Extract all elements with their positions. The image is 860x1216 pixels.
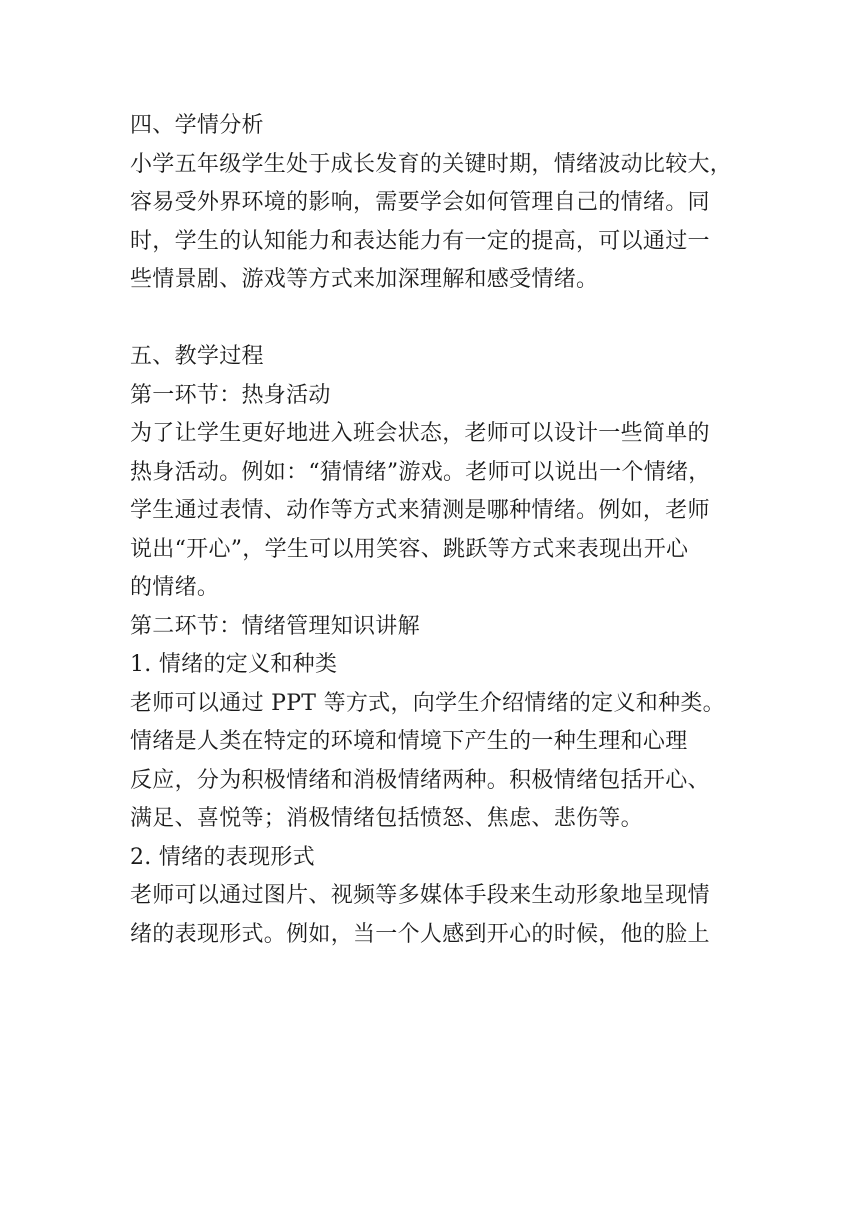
paragraph-line: 满足、喜悦等；消极情绪包括愤怒、焦虑、悲伤等。 (130, 806, 643, 831)
paragraph-line: 的情绪。 (130, 575, 220, 600)
section-heading-teaching-process: 五、教学过程 (130, 344, 264, 369)
paragraph-line: 些情景剧、游戏等方式来加深理解和感受情绪。 (130, 267, 599, 292)
paragraph-line: 老师可以通过 PPT 等方式，向学生介绍情绪的定义和种类。 (130, 690, 725, 716)
list-item-heading: 1. 情绪的定义和种类 (130, 652, 338, 677)
document-page (130, 107, 740, 954)
blank-line (130, 300, 740, 339)
list-item-heading: 2. 情绪的表现形式 (130, 844, 315, 870)
paragraph-line: 为了让学生更好地进入班会状态，老师可以设计一些简单的 (130, 421, 710, 446)
paragraph-line: 说出“开心”，学生可以用笑容、跳跃等方式来表现出开心 (130, 536, 689, 562)
paragraph-line: 绪的表现形式。例如，当一个人感到开心的时候，他的脸上 (130, 921, 710, 947)
paragraph-line: 时，学生的认知能力和表达能力有一定的提高，可以通过一 (130, 228, 710, 254)
paragraph-line: 学生通过表情、动作等方式来猜测是哪种情绪。例如，老师 (130, 498, 710, 523)
paragraph-line: 热身活动。例如：“猜情绪”游戏。老师可以说出一个情绪， (130, 459, 711, 485)
paragraph-line: 老师可以通过图片、视频等多媒体手段来生动形象地呈现情 (130, 883, 710, 908)
subheading-knowledge: 第二环节：情绪管理知识讲解 (130, 613, 420, 639)
subheading-warmup: 第一环节：热身活动 (130, 382, 331, 408)
paragraph-line: 情绪是人类在特定的环境和情境下产生的一种生理和心理 (130, 729, 688, 754)
paragraph-line: 容易受外界环境的影响，需要学会如何管理自己的情绪。同 (130, 190, 710, 215)
paragraph-line: 反应，分为积极情绪和消极情绪两种。积极情绪包括开心、 (130, 767, 710, 793)
paragraph-line: 小学五年级学生处于成长发育的关键时期，情绪波动比较大， (130, 151, 733, 177)
section-heading-student-analysis: 四、学情分析 (130, 113, 264, 138)
